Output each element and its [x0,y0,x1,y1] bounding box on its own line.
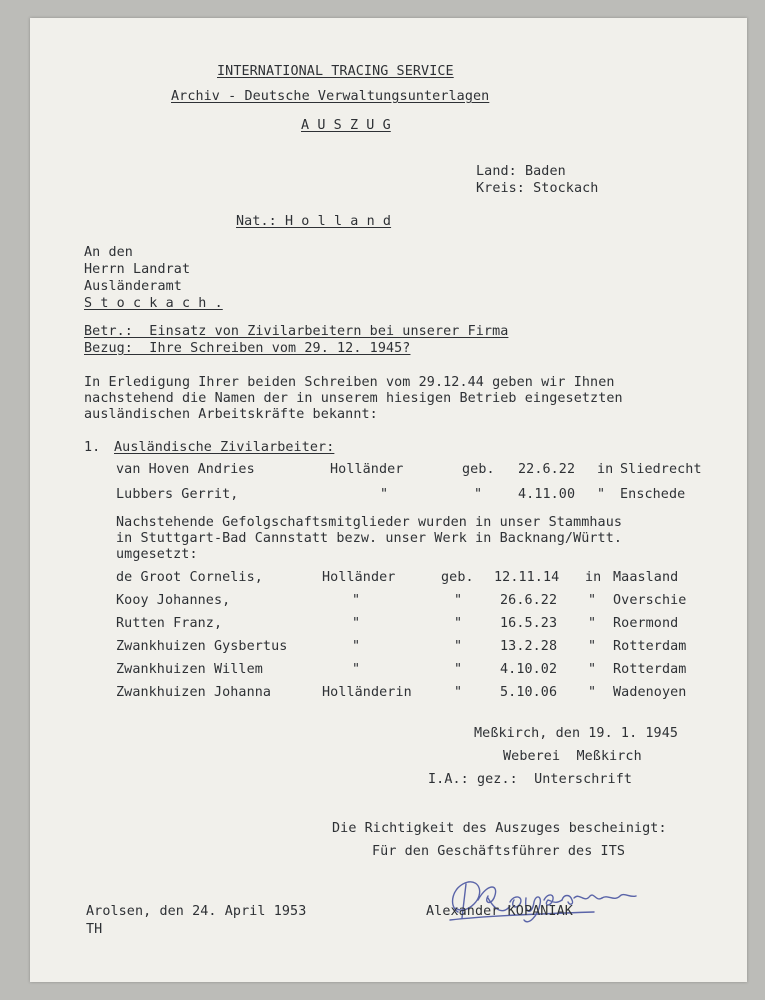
intro-line-3: ausländischen Arbeitskräfte bekannt: [84,407,378,422]
closing-signed: I.A.: gez.: Unterschrift [428,772,633,787]
worker-geb: " [454,685,463,700]
worker-birthplace: Wadenoyen [613,685,687,700]
worker-nationality: " [352,662,361,677]
worker-name: Zwankhuizen Gysbertus [116,639,288,654]
address-line-1: An den [84,245,133,260]
worker-birthdate: 13.2.28 [500,639,558,654]
reference-line: Bezug: Ihre Schreiben vom 29. 12. 1945? [84,341,411,356]
worker-in: " [588,616,597,631]
worker-geb: geb. [462,462,495,477]
transfer-note-line-1: Nachstehende Gefolgschaftsmitglieder wurden in unser Stammhaus [116,515,623,530]
worker-in: " [597,487,606,502]
worker-geb: " [474,487,483,502]
worker-birthplace: Overschie [613,593,687,608]
document-page [30,18,747,982]
worker-name: Zwankhuizen Willem [116,662,263,677]
section-number: 1. [84,440,101,455]
worker-birthplace: Sliedrecht [620,462,702,477]
worker-birthdate: 22.6.22 [518,462,576,477]
worker-birthplace: Maasland [613,570,679,585]
worker-birthdate: 16.5.23 [500,616,558,631]
footer-signatory: Alexander KOPANIAK [426,904,573,919]
closing-date-line: Meßkirch, den 19. 1. 1945 [474,726,679,741]
closing-company: Weberei Meßkirch [503,749,642,764]
intro-line-1: In Erledigung Ihrer beiden Schreiben vom 29.12.44 geben wir Ihnen [84,375,615,390]
worker-geb: geb. [441,570,474,585]
worker-in: " [588,685,597,700]
document-type: A U S Z U G [301,118,391,133]
kreis-field: Kreis: Stockach [476,181,599,196]
archive-line: Archiv - Deutsche Verwaltungsunterlagen [171,89,490,104]
worker-geb: " [454,639,463,654]
footer-place-date: Arolsen, den 24. April 1953 [86,904,307,919]
intro-line-2: nachstehend die Namen der in unserem hiesigen Betrieb eingesetzten [84,391,623,406]
worker-geb: " [454,593,463,608]
footer-initials: TH [86,922,103,937]
worker-birthdate: 4.10.02 [500,662,558,677]
worker-nationality: Holländerin [322,685,412,700]
worker-birthdate: 26.6.22 [500,593,558,608]
worker-name: van Hoven Andries [116,462,255,477]
address-line-3: Ausländeramt [84,279,182,294]
worker-birthplace: Roermond [613,616,679,631]
address-line-2: Herrn Landrat [84,262,191,277]
worker-in: in [585,570,602,585]
worker-in: " [588,593,597,608]
land-field: Land: Baden [476,164,566,179]
subject-line: Betr.: Einsatz von Zivilarbeitern bei unserer Firma [84,324,509,339]
certification-line-1: Die Richtigkeit des Auszuges bescheinigt: [332,821,667,836]
transfer-note-line-2: in Stuttgart-Bad Cannstatt bezw. unser Werk in Backnang/Württ. [116,531,623,546]
worker-in: " [588,662,597,677]
worker-nationality: " [352,616,361,631]
worker-birthplace: Rotterdam [613,639,687,654]
worker-geb: " [454,616,463,631]
worker-name: Kooy Johannes, [116,593,231,608]
worker-birthdate: 5.10.06 [500,685,558,700]
org-title: INTERNATIONAL TRACING SERVICE [217,64,454,79]
nationality-heading: Nat.: H o l l a n d [236,214,392,229]
worker-in: " [588,639,597,654]
section-title: Ausländische Zivilarbeiter: [114,440,335,455]
address-line-4: S t o c k a c h . [84,296,223,311]
worker-birthdate: 12.11.14 [494,570,560,585]
worker-birthdate: 4.11.00 [518,487,576,502]
worker-name: Zwankhuizen Johanna [116,685,272,700]
worker-name: de Groot Cornelis, [116,570,263,585]
worker-name: Lubbers Gerrit, [116,487,239,502]
worker-nationality: " [352,639,361,654]
worker-name: Rutten Franz, [116,616,223,631]
worker-nationality: Holländer [330,462,404,477]
worker-in: in [597,462,614,477]
worker-nationality: " [380,487,389,502]
worker-nationality: Holländer [322,570,396,585]
handwritten-signature [444,872,654,932]
worker-birthplace: Enschede [620,487,686,502]
transfer-note-line-3: umgesetzt: [116,547,198,562]
worker-geb: " [454,662,463,677]
worker-birthplace: Rotterdam [613,662,687,677]
certification-line-2: Für den Geschäftsführer des ITS [372,844,626,859]
worker-nationality: " [352,593,361,608]
